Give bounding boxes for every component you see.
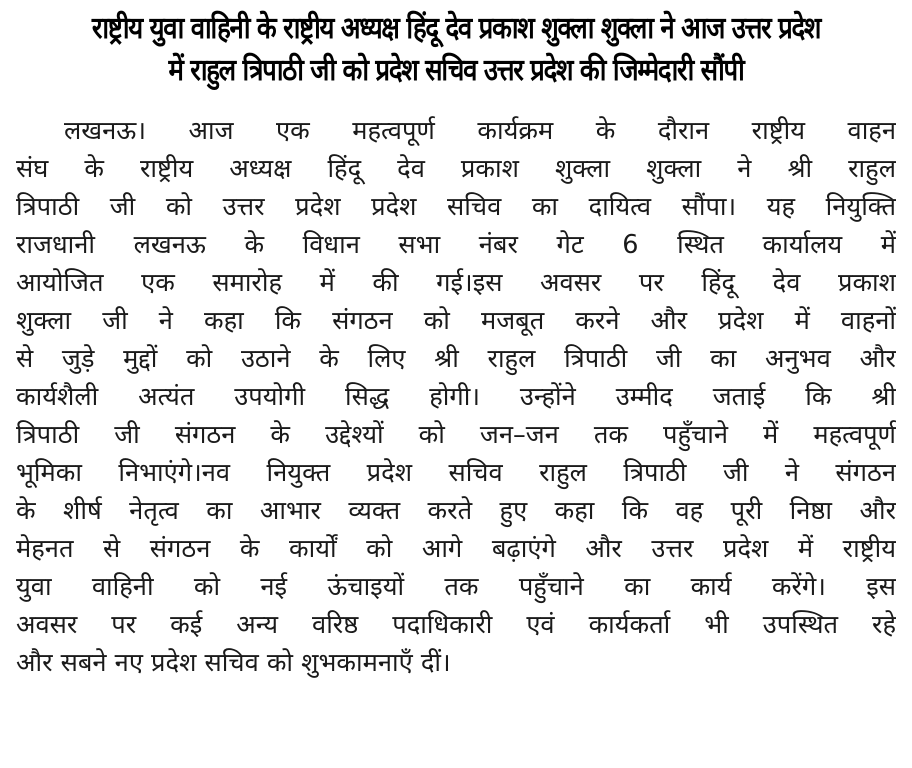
body-line: भूमिका निभाएंगे।नव नियुक्त प्रदेश सचिव राहुल त्रिपाठी जी ने संगठन xyxy=(16,458,896,488)
headline-line: में राहुल त्रिपाठी जी को प्रदेश सचिव उत्तर प्रदेश की जिम्मेदारी सौंपी xyxy=(168,53,744,88)
body-line: राजधानी लखनऊ के विधान सभा नंबर गेट 6 स्थित कार्यालय में xyxy=(16,230,896,260)
body-line: आयोजित एक समारोह में की गई।इस अवसर पर हिंदू देव प्रकाश xyxy=(16,268,896,298)
body-line: मेहनत से संगठन के कार्यों को आगे बढ़ाएंगे और उत्तर प्रदेश में राष्ट्रीय xyxy=(16,534,896,564)
article-body xyxy=(16,112,896,682)
body-line: संघ के राष्ट्रीय अध्यक्ष हिंदू देव प्रकाश शुक्ला शुक्ला ने श्री राहुल xyxy=(16,154,896,184)
body-line: त्रिपाठी जी को उत्तर प्रदेश प्रदेश सचिव का दायित्व सौंपा। यह नियुक्ति xyxy=(16,192,896,222)
body-line: लखनऊ। आज एक महत्वपूर्ण कार्यक्रम के दौरान राष्ट्रीय वाहन xyxy=(64,116,896,146)
body-line: त्रिपाठी जी संगठन के उद्देश्यों को जन–जन तक पहुँचाने में महत्वपूर्ण xyxy=(16,420,896,450)
body-line: कार्यशैली अत्यंत उपयोगी सिद्ध होगी। उन्होंने उम्मीद जताई कि श्री xyxy=(16,382,896,412)
headline-line: राष्ट्रीय युवा वाहिनी के राष्ट्रीय अध्यक्ष हिंदू देव प्रकाश शुक्ला शुक्ला ने आज उत्तर प्रदेश xyxy=(91,11,821,46)
headline xyxy=(78,8,835,92)
body-line: और सबने नए प्रदेश सचिव को शुभकामनाएँ दीं। xyxy=(16,648,451,678)
body-line: युवा वाहिनी को नई ऊंचाइयों तक पहुँचाने का कार्य करेंगे। इस xyxy=(16,572,896,602)
body-line: के शीर्ष नेतृत्व का आभार व्यक्त करते हुए कहा कि वह पूरी निष्ठा और xyxy=(16,496,896,526)
body-line: शुक्ला जी ने कहा कि संगठन को मजबूत करने और प्रदेश में वाहनों xyxy=(16,306,896,336)
body-line: से जुड़े मुद्दों को उठाने के लिए श्री राहुल त्रिपाठी जी का अनुभव और xyxy=(16,344,896,374)
body-line: अवसर पर कई अन्य वरिष्ठ पदाधिकारी एवं कार्यकर्ता भी उपस्थित रहे xyxy=(16,610,896,640)
